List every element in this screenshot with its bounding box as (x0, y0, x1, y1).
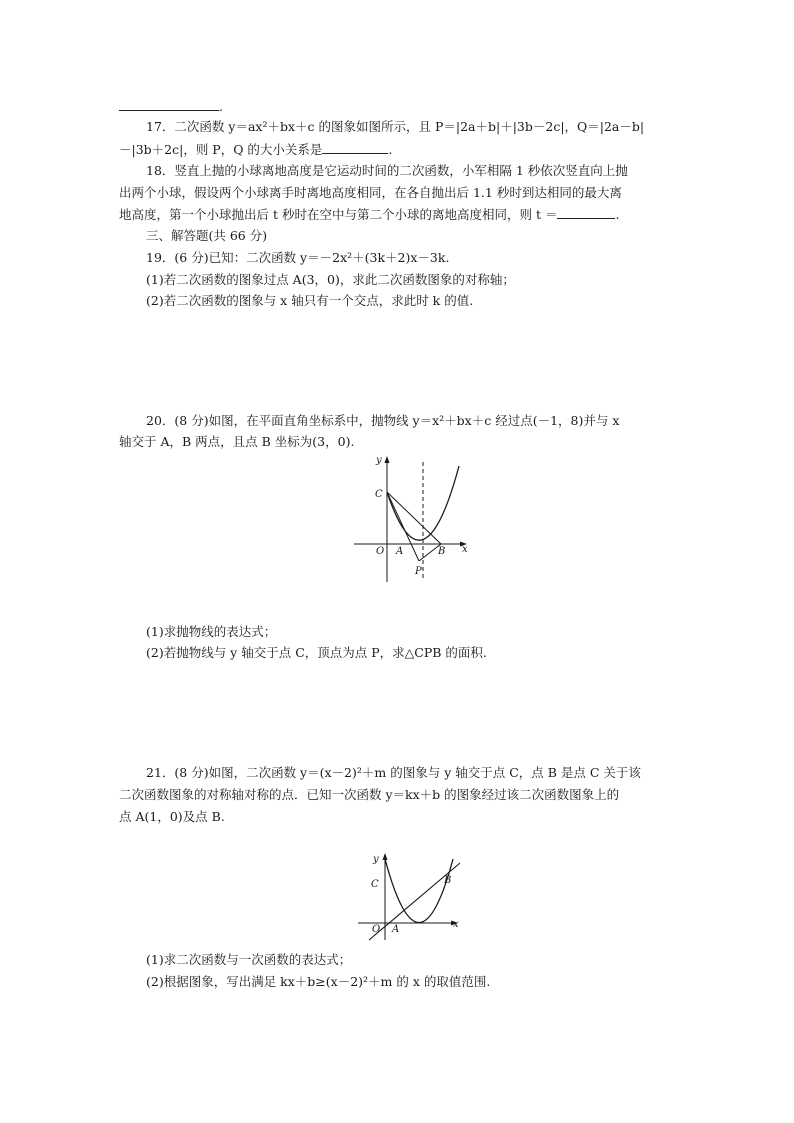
label-b: B (444, 875, 452, 886)
label-x: x (453, 919, 459, 930)
segment-cb (387, 492, 441, 544)
q20-part-2: (2)若抛物线与 y 轴交于点 C，顶点为点 P，求△CPB 的面积. (146, 645, 487, 660)
q17-line-2 (119, 140, 392, 159)
q19-part-1: (1)若二次函数的图象过点 A(3，0)，求此二次函数图象的对称轴； (146, 272, 515, 287)
label-y: y (373, 854, 379, 865)
q18-line-2: 出两个小球，假设两个小球离手时离地高度相同，在各自抛出后 1.1 秒时到达相同的最大离 (119, 185, 622, 200)
top-answer-line (119, 97, 223, 116)
q19-part-2: (2)若二次函数的图象与 x 轴只有一个交点，求此时 k 的值. (146, 293, 474, 308)
label-p: P (415, 566, 422, 577)
q18-line-3-text: 地高度，第一个小球抛出后 t 秒时在空中与第二个小球的离地高度相同，则 t ＝ (119, 207, 558, 222)
q21-line-2: 二次函数图象的对称轴对称的点．已知一次函数 y＝kx＋b 的图象经过该二次函数图象上的 (119, 787, 620, 802)
q21-line-3: 点 A(1，0)及点 B. (119, 809, 225, 824)
q21-figure (355, 848, 465, 944)
q17-period: . (388, 142, 393, 157)
q18-line-1: 18．竖直上抛的小球离地高度是它运动时间的二次函数，小军相隔 1 秒依次竖直向上抛 (146, 163, 628, 178)
q17-line-2-text: －|3b＋2c|，则 P，Q 的大小关系是 (119, 142, 323, 157)
label-x: x (462, 544, 468, 555)
label-a: A (392, 924, 400, 935)
q20-line-1: 20．(8 分)如图，在平面直角坐标系中，抛物线 y＝x²＋bx＋c 经过点(－1，8)并与 x (146, 413, 620, 428)
q21-part-1: (1)求二次函数与一次函数的表达式； (146, 952, 352, 967)
label-c: C (371, 879, 379, 890)
parabola (385, 859, 453, 923)
label-o: O (376, 546, 385, 557)
q20-line-2: 轴交于 A，B 两点，且点 B 坐标为(3，0). (119, 434, 355, 449)
label-c: C (375, 489, 383, 500)
q17-line-1: 17．二次函数 y＝ax²＋bx＋c 的图象如图所示，且 P＝|2a＋b|＋|3b－2c|，Q＝|2a－b| (146, 119, 645, 134)
q20-part-1: (1)求抛物线的表达式； (146, 624, 277, 639)
top-period: . (219, 99, 223, 114)
label-y: y (376, 455, 382, 466)
q21-part-2: (2)根据图象，写出满足 kx＋b≥(x－2)²＋m 的 x 的取值范围. (146, 974, 491, 989)
y-axis-arrow (383, 853, 388, 860)
q17-answer-blank (322, 140, 388, 154)
y-axis-arrow (385, 456, 390, 463)
q18-line-3 (119, 205, 619, 224)
label-o: O (372, 924, 381, 935)
q20-figure (350, 450, 475, 588)
label-a: A (396, 546, 404, 557)
answer-blank (119, 97, 219, 111)
q19-line-1: 19．(6 分)已知：二次函数 y＝－2x²＋(3k＋2)x－3k. (146, 250, 450, 265)
q18-period: . (615, 207, 620, 222)
q18-answer-blank (557, 205, 615, 219)
section-3-heading: 三、解答题(共 66 分) (146, 228, 268, 243)
q21-line-1: 21．(8 分)如图，二次函数 y＝(x－2)²＋m 的图象与 y 轴交于点 C，点 B 是点 C 关于该 (146, 765, 641, 780)
label-b: B (438, 546, 446, 557)
